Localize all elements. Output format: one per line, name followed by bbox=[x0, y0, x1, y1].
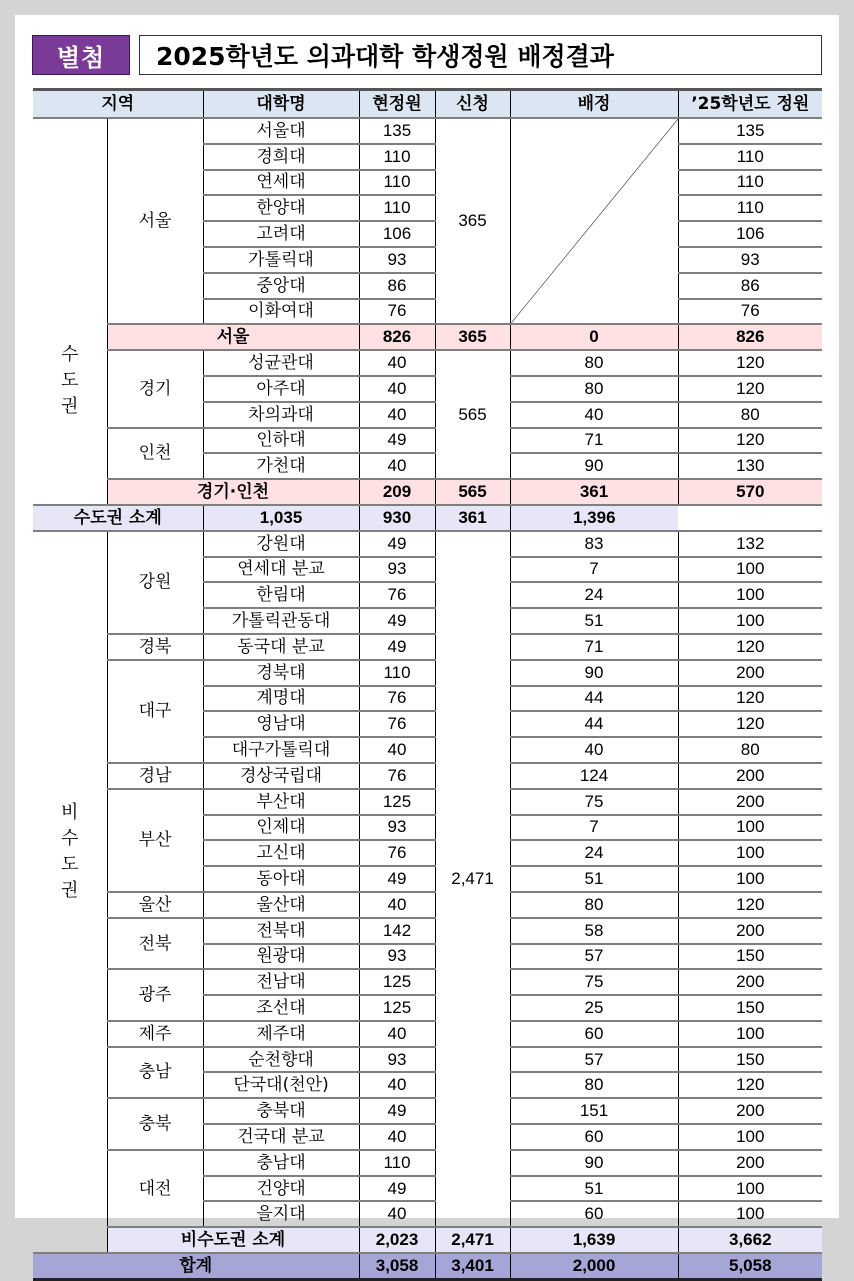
subregion: 울산 bbox=[107, 892, 203, 918]
subtotal-quota: 570 bbox=[678, 479, 822, 505]
table-row bbox=[33, 660, 822, 686]
current-quota: 93 bbox=[359, 944, 435, 970]
non-capital-subtotal-applied: 2,471 bbox=[435, 1227, 510, 1253]
current-quota: 40 bbox=[359, 1072, 435, 1098]
table-row bbox=[33, 531, 822, 557]
university-name: 연세대 bbox=[203, 170, 359, 196]
allocated: 51 bbox=[510, 866, 678, 892]
university-name: 아주대 bbox=[203, 376, 359, 402]
quota-2025: 120 bbox=[678, 686, 822, 712]
quota-2025: 110 bbox=[678, 144, 822, 170]
allocated: 151 bbox=[510, 1098, 678, 1124]
quota-2025: 200 bbox=[678, 1150, 822, 1176]
subtotal-label: 경기·인천 bbox=[107, 479, 359, 505]
university-name: 대구가톨릭대 bbox=[203, 737, 359, 763]
current-quota: 135 bbox=[359, 118, 435, 144]
table-row bbox=[33, 969, 822, 995]
allocated: 25 bbox=[510, 995, 678, 1021]
table-header-row bbox=[33, 90, 822, 119]
allocated: 80 bbox=[510, 350, 678, 376]
university-name: 계명대 bbox=[203, 686, 359, 712]
quota-2025: 110 bbox=[678, 170, 822, 196]
table-row bbox=[33, 1227, 822, 1253]
table-row bbox=[33, 118, 822, 144]
university-name: 서울대 bbox=[203, 118, 359, 144]
university-name: 전남대 bbox=[203, 969, 359, 995]
allocated: 90 bbox=[510, 660, 678, 686]
quota-2025: 120 bbox=[678, 1072, 822, 1098]
subtotal-applied: 365 bbox=[435, 324, 510, 350]
header-current: 현정원 bbox=[359, 90, 435, 119]
allocated: 24 bbox=[510, 840, 678, 866]
table-row bbox=[33, 324, 822, 350]
current-quota: 76 bbox=[359, 711, 435, 737]
table-row bbox=[33, 1150, 822, 1176]
subregion: 충남 bbox=[107, 1047, 203, 1099]
region-non-capital bbox=[33, 531, 107, 1253]
table-row bbox=[33, 505, 822, 531]
grand-total-label: 합계 bbox=[33, 1253, 359, 1279]
attachment-badge: 별첨 bbox=[32, 35, 130, 75]
allocated: 60 bbox=[510, 1201, 678, 1227]
university-name: 충남대 bbox=[203, 1150, 359, 1176]
current-quota: 110 bbox=[359, 170, 435, 196]
allocated: 44 bbox=[510, 711, 678, 737]
university-name: 한양대 bbox=[203, 195, 359, 221]
quota-2025: 100 bbox=[678, 1201, 822, 1227]
allocated: 60 bbox=[510, 1124, 678, 1150]
quota-2025: 130 bbox=[678, 453, 822, 479]
subtotal-label: 서울 bbox=[107, 324, 359, 350]
header-quota-2025: ’25학년도 정원 bbox=[678, 90, 822, 119]
current-quota: 40 bbox=[359, 1021, 435, 1047]
non-capital-subtotal-current: 2,023 bbox=[359, 1227, 435, 1253]
university-name: 경희대 bbox=[203, 144, 359, 170]
subregion: 광주 bbox=[107, 969, 203, 1021]
allocated: 71 bbox=[510, 634, 678, 660]
allocated: 75 bbox=[510, 789, 678, 815]
university-name: 연세대 분교 bbox=[203, 557, 359, 583]
quota-2025: 135 bbox=[678, 118, 822, 144]
current-quota: 93 bbox=[359, 557, 435, 583]
allocated: 7 bbox=[510, 557, 678, 583]
allocated: 80 bbox=[510, 892, 678, 918]
current-quota: 40 bbox=[359, 1201, 435, 1227]
grand-total-allocated: 2,000 bbox=[510, 1253, 678, 1279]
region-capital bbox=[33, 118, 107, 505]
current-quota: 76 bbox=[359, 763, 435, 789]
quota-2025: 100 bbox=[678, 557, 822, 583]
subtotal-current: 209 bbox=[359, 479, 435, 505]
current-quota: 93 bbox=[359, 247, 435, 273]
current-quota: 110 bbox=[359, 660, 435, 686]
subtotal-allocated: 361 bbox=[510, 479, 678, 505]
university-name: 순천향대 bbox=[203, 1047, 359, 1073]
quota-2025: 120 bbox=[678, 634, 822, 660]
quota-2025: 86 bbox=[678, 273, 822, 299]
quota-2025: 106 bbox=[678, 221, 822, 247]
applied-gyeonggi-incheon: 565 bbox=[435, 350, 510, 479]
grand-total-quota: 5,058 bbox=[678, 1253, 822, 1279]
current-quota: 93 bbox=[359, 815, 435, 841]
university-name: 을지대 bbox=[203, 1201, 359, 1227]
quota-2025: 200 bbox=[678, 660, 822, 686]
quota-2025: 100 bbox=[678, 866, 822, 892]
current-quota: 49 bbox=[359, 866, 435, 892]
quota-2025: 100 bbox=[678, 815, 822, 841]
allocated: 75 bbox=[510, 969, 678, 995]
table-row bbox=[33, 789, 822, 815]
current-quota: 125 bbox=[359, 789, 435, 815]
subregion: 충북 bbox=[107, 1098, 203, 1150]
current-quota: 40 bbox=[359, 350, 435, 376]
subregion: 제주 bbox=[107, 1021, 203, 1047]
table-row bbox=[33, 634, 822, 660]
university-name: 동국대 분교 bbox=[203, 634, 359, 660]
allocated: 40 bbox=[510, 737, 678, 763]
current-quota: 76 bbox=[359, 299, 435, 325]
university-name: 성균관대 bbox=[203, 350, 359, 376]
allocated: 40 bbox=[510, 402, 678, 428]
quota-2025: 93 bbox=[678, 247, 822, 273]
capital-subtotal-allocated: 361 bbox=[435, 505, 510, 531]
university-name: 동아대 bbox=[203, 866, 359, 892]
subregion: 강원 bbox=[107, 531, 203, 634]
allocated: 90 bbox=[510, 453, 678, 479]
university-name: 가천대 bbox=[203, 453, 359, 479]
quota-2025: 200 bbox=[678, 918, 822, 944]
university-name: 울산대 bbox=[203, 892, 359, 918]
quota-2025: 150 bbox=[678, 944, 822, 970]
subregion: 부산 bbox=[107, 789, 203, 892]
quota-2025: 132 bbox=[678, 531, 822, 557]
capital-subtotal-label: 수도권 소계 bbox=[33, 505, 203, 531]
current-quota: 49 bbox=[359, 634, 435, 660]
current-quota: 40 bbox=[359, 453, 435, 479]
university-name: 영남대 bbox=[203, 711, 359, 737]
region-group-label: 수 도 권 bbox=[61, 344, 79, 418]
quota-2025: 100 bbox=[678, 1176, 822, 1202]
allocated: 51 bbox=[510, 608, 678, 634]
quota-2025: 120 bbox=[678, 428, 822, 454]
non-capital-subtotal-allocated: 1,639 bbox=[510, 1227, 678, 1253]
university-name: 단국대(천안) bbox=[203, 1072, 359, 1098]
subregion: 인천 bbox=[107, 428, 203, 480]
current-quota: 93 bbox=[359, 1047, 435, 1073]
quota-2025: 100 bbox=[678, 1021, 822, 1047]
table-row bbox=[33, 763, 822, 789]
allocated: 7 bbox=[510, 815, 678, 841]
allocated: 80 bbox=[510, 1072, 678, 1098]
university-name: 고려대 bbox=[203, 221, 359, 247]
university-name: 중앙대 bbox=[203, 273, 359, 299]
allocated: 60 bbox=[510, 1021, 678, 1047]
header-applied: 신청 bbox=[435, 90, 510, 119]
table-row bbox=[33, 892, 822, 918]
table-row bbox=[33, 1253, 822, 1279]
capital-subtotal-current: 1,035 bbox=[203, 505, 359, 531]
quota-2025: 100 bbox=[678, 608, 822, 634]
quota-2025: 100 bbox=[678, 840, 822, 866]
university-name: 인하대 bbox=[203, 428, 359, 454]
table-row bbox=[33, 479, 822, 505]
current-quota: 86 bbox=[359, 273, 435, 299]
current-quota: 110 bbox=[359, 144, 435, 170]
university-name: 차의과대 bbox=[203, 402, 359, 428]
quota-2025: 150 bbox=[678, 995, 822, 1021]
current-quota: 125 bbox=[359, 995, 435, 1021]
page-title: 2025학년도 의과대학 학생정원 배정결과 bbox=[139, 35, 822, 75]
current-quota: 110 bbox=[359, 1150, 435, 1176]
current-quota: 40 bbox=[359, 737, 435, 763]
university-name: 인제대 bbox=[203, 815, 359, 841]
current-quota: 49 bbox=[359, 1176, 435, 1202]
allocated: 57 bbox=[510, 1047, 678, 1073]
subregion: 대전 bbox=[107, 1150, 203, 1227]
current-quota: 142 bbox=[359, 918, 435, 944]
subregion: 전북 bbox=[107, 918, 203, 970]
quota-2025: 100 bbox=[678, 1124, 822, 1150]
quota-2025: 200 bbox=[678, 789, 822, 815]
current-quota: 40 bbox=[359, 1124, 435, 1150]
current-quota: 49 bbox=[359, 1098, 435, 1124]
allocated: 58 bbox=[510, 918, 678, 944]
university-name: 전북대 bbox=[203, 918, 359, 944]
current-quota: 125 bbox=[359, 969, 435, 995]
subtotal-quota: 826 bbox=[678, 324, 822, 350]
table-row bbox=[33, 918, 822, 944]
current-quota: 40 bbox=[359, 892, 435, 918]
quota-2025: 100 bbox=[678, 582, 822, 608]
capital-subtotal-applied: 930 bbox=[359, 505, 435, 531]
university-name: 한림대 bbox=[203, 582, 359, 608]
university-name: 이화여대 bbox=[203, 299, 359, 325]
current-quota: 76 bbox=[359, 840, 435, 866]
current-quota: 106 bbox=[359, 221, 435, 247]
allocated: 44 bbox=[510, 686, 678, 712]
allocated: 80 bbox=[510, 376, 678, 402]
quota-2025: 200 bbox=[678, 969, 822, 995]
allocated: 83 bbox=[510, 531, 678, 557]
subregion: 경북 bbox=[107, 634, 203, 660]
allocated: 24 bbox=[510, 582, 678, 608]
subregion-seoul: 서울 bbox=[107, 118, 203, 324]
quota-2025: 120 bbox=[678, 350, 822, 376]
university-name: 충북대 bbox=[203, 1098, 359, 1124]
quota-2025: 120 bbox=[678, 711, 822, 737]
current-quota: 40 bbox=[359, 402, 435, 428]
university-name: 부산대 bbox=[203, 789, 359, 815]
current-quota: 49 bbox=[359, 428, 435, 454]
non-capital-subtotal-label: 비수도권 소계 bbox=[107, 1227, 359, 1253]
quota-2025: 150 bbox=[678, 1047, 822, 1073]
subregion: 대구 bbox=[107, 660, 203, 763]
university-name: 경북대 bbox=[203, 660, 359, 686]
university-name: 제주대 bbox=[203, 1021, 359, 1047]
quota-2025: 120 bbox=[678, 892, 822, 918]
current-quota: 49 bbox=[359, 531, 435, 557]
applied-seoul: 365 bbox=[435, 118, 510, 324]
current-quota: 49 bbox=[359, 608, 435, 634]
university-name: 원광대 bbox=[203, 944, 359, 970]
quota-2025: 120 bbox=[678, 376, 822, 402]
table-row bbox=[33, 350, 822, 376]
quota-2025: 76 bbox=[678, 299, 822, 325]
grand-total-applied: 3,401 bbox=[435, 1253, 510, 1279]
university-name: 건양대 bbox=[203, 1176, 359, 1202]
university-name: 경상국립대 bbox=[203, 763, 359, 789]
current-quota: 110 bbox=[359, 195, 435, 221]
allocated: 71 bbox=[510, 428, 678, 454]
table-row bbox=[33, 1021, 822, 1047]
subregion: 경기 bbox=[107, 350, 203, 427]
header-allocated: 배정 bbox=[510, 90, 678, 119]
current-quota: 76 bbox=[359, 686, 435, 712]
region-group-label: 비 수 도 권 bbox=[61, 801, 79, 901]
quota-2025: 200 bbox=[678, 763, 822, 789]
table-row bbox=[33, 428, 822, 454]
current-quota: 40 bbox=[359, 376, 435, 402]
university-name: 가톨릭대 bbox=[203, 247, 359, 273]
quota-2025: 200 bbox=[678, 1098, 822, 1124]
university-name: 가톨릭관동대 bbox=[203, 608, 359, 634]
subregion: 경남 bbox=[107, 763, 203, 789]
non-capital-subtotal-quota: 3,662 bbox=[678, 1227, 822, 1253]
allocated: 51 bbox=[510, 1176, 678, 1202]
subtotal-applied: 565 bbox=[435, 479, 510, 505]
quota-2025: 80 bbox=[678, 737, 822, 763]
table-row bbox=[33, 1098, 822, 1124]
university-name: 건국대 분교 bbox=[203, 1124, 359, 1150]
allocated: 90 bbox=[510, 1150, 678, 1176]
applied-non-capital: 2,471 bbox=[435, 531, 510, 1228]
allocated: 57 bbox=[510, 944, 678, 970]
university-name: 강원대 bbox=[203, 531, 359, 557]
header-university: 대학명 bbox=[203, 90, 359, 119]
allocated: 124 bbox=[510, 763, 678, 789]
quota-2025: 110 bbox=[678, 195, 822, 221]
capital-subtotal-quota: 1,396 bbox=[510, 505, 678, 531]
quota-2025: 80 bbox=[678, 402, 822, 428]
university-name: 조선대 bbox=[203, 995, 359, 1021]
subtotal-current: 826 bbox=[359, 324, 435, 350]
subtotal-allocated: 0 bbox=[510, 324, 678, 350]
allocated-not-applicable bbox=[510, 118, 678, 324]
allocation-table bbox=[33, 88, 822, 1281]
current-quota: 76 bbox=[359, 582, 435, 608]
diagonal-slash-icon bbox=[511, 119, 678, 323]
university-name: 고신대 bbox=[203, 840, 359, 866]
table-row bbox=[33, 1047, 822, 1073]
grand-total-current: 3,058 bbox=[359, 1253, 435, 1279]
header-region: 지역 bbox=[33, 90, 203, 119]
